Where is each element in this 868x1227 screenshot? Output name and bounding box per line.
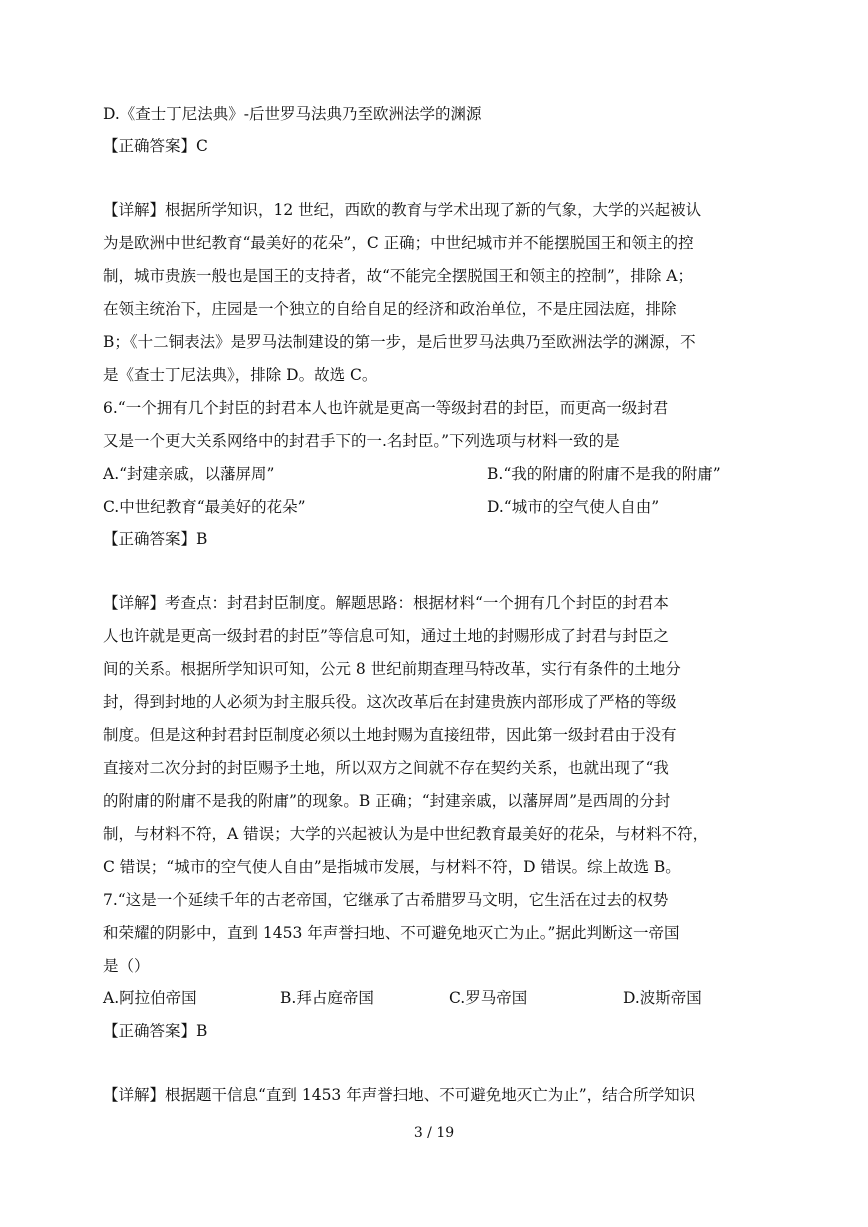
q6-explanation-line: 制度。但是这种封君封臣制度必须以土地封赐为直接纽带，因此第一级封君由于没有 [103,726,677,744]
q6-answer: 【正确答案】B [103,530,208,548]
q6-explanation-line: 人也许就是更高一级封君的封臣”等信息可知，通过土地的封赐形成了封君与封臣之 [103,627,669,645]
q7-answer: 【正确答案】B [103,1022,208,1040]
q6-explanation-line: 直接对二次分封的封臣赐予土地，所以双方之间就不存在契约关系，也就出现了“我 [103,759,669,777]
q6-option-a: A.“封建亲戚，以藩屏周” [103,465,275,483]
q5-explanation-line: 【详解】根据所学知识，12 世纪，西欧的教育与学术出现了新的气象，大学的兴起被认 [103,201,702,219]
q6-explanation-line: C 错误；“城市的空气使人自由”是指城市发展，与材料不符，D 错误。综上故选 B。 [103,858,681,876]
q6-explanation-line: 的附庸的附庸不是我的附庸”的现象。B 正确；“封建亲戚，以藩屏周”是西周的分封 [103,792,671,810]
q6-explanation-line: 【详解】考查点：封君封臣制度。解题思路：根据材料“一个拥有几个封臣的封君本 [103,594,669,612]
q7-stem-line: 和荣耀的阴影中，直到 1453 年声誉扫地、不可避免地灭亡为止。”据此判断这一帝国 [103,924,680,942]
q5-explanation-line: 制，城市贵族一般也是国王的支持者，故“不能完全摆脱国王和领主的控制”，排除 A； [103,267,693,285]
page-number: 3 / 19 [413,1125,455,1141]
q5-explanation-line: 为是欧洲中世纪教育“最美好的花朵”，C 正确；中世纪城市并不能摆脱国王和领主的控 [103,234,694,252]
q5-explanation-line: 在领主统治下，庄园是一个独立的自给自足的经济和政治单位，不是庄园法庭，排除 [103,300,677,318]
q6-explanation-line: 制，与材料不符，A 错误；大学的兴起被认为是中世纪教育最美好的花朵，与材料不符， [103,825,709,843]
q5-answer: 【正确答案】C [103,137,208,155]
q5-explanation-line: 是《查士丁尼法典》，排除 D。故选 C。 [103,366,378,384]
q6-explanation-line: 封，得到封地的人必须为封主服兵役。这次改革后在封建贵族内部形成了严格的等级 [103,693,677,711]
q5-option-d: D.《查士丁尼法典》-后世罗马法典乃至欧洲法学的渊源 [103,105,482,123]
q7-option-a: A.阿拉伯帝国 [103,989,197,1007]
q5-explanation-line: B；《十二铜表法》是罗马法制建设的第一步，是后世罗马法典乃至欧洲法学的渊源，不 [103,333,696,351]
q7-option-d: D.波斯帝国 [623,989,702,1007]
q7-stem-line: 是（） [103,957,150,975]
q7-stem-line: 7.“这是一个延续千年的古老帝国，它继承了古希腊罗马文明，它生活在过去的权势 [103,891,669,909]
q7-option-c: C.罗马帝国 [449,989,528,1007]
q6-option-d: D.“城市的空气使人自由” [487,498,660,516]
q6-option-b: B.“我的附庸的附庸不是我的附庸” [487,465,721,483]
q7-explanation-line: 【详解】根据题干信息“直到 1453 年声誉扫地、不可避免地灭亡为止”，结合所学知识 [103,1086,696,1104]
q6-explanation-line: 间的关系。根据所学知识可知，公元 8 世纪前期查理马特改革，实行有条件的土地分 [103,660,681,678]
q6-stem-line: 又是一个更大关系网络中的封君手下的一.名封臣。”下列选项与材料一致的是 [103,432,620,450]
q6-option-c: C.中世纪教育“最美好的花朵” [103,498,306,516]
q6-stem-line: 6.“一个拥有几个封臣的封君本人也许就是更高一等级封君的封臣，而更高一级封君 [103,399,669,417]
q7-option-b: B.拜占庭帝国 [280,989,374,1007]
